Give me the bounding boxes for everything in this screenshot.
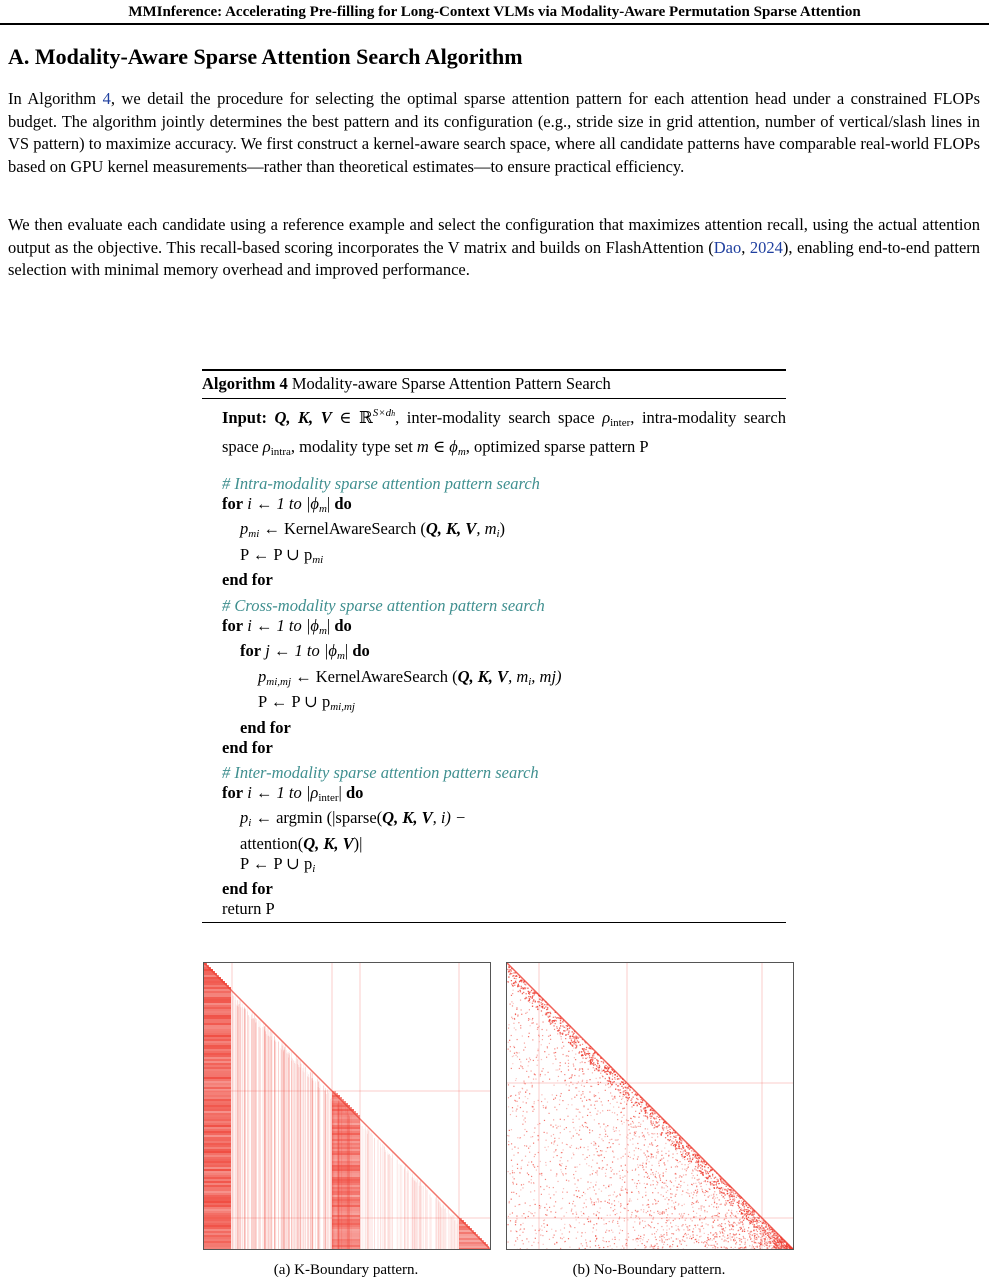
p2-text-end: ), enabling end-to-end pattern selection with minimal memory overhead and improved performance. (8, 237, 981, 279)
loop-close: | (338, 782, 346, 802)
union-expr: P ← P ∪ p (258, 692, 331, 712)
kw-for: for (222, 493, 244, 513)
mj-arg: , mj) (531, 666, 562, 686)
input-in: ∈ ℝ (331, 408, 373, 427)
rho-intra-sub: intra (270, 446, 291, 458)
argmin-call: ← argmin (|sparse( (251, 808, 383, 828)
no-boundary-plot (507, 963, 793, 1249)
algorithm-body (202, 399, 786, 918)
p-sub: mi,mj (266, 675, 291, 688)
figure-caption-a: (a) K-Boundary pattern. (273, 1262, 419, 1278)
figure-k-boundary-heatmap (203, 962, 491, 1250)
loop-close: | (326, 493, 335, 513)
input-text-3: , modality type set (290, 437, 417, 456)
paragraph-1 (8, 88, 980, 178)
loop-expr: i ← 1 to |ρ (243, 782, 319, 802)
paragraph-2 (8, 214, 980, 282)
kw-for: for (222, 782, 244, 802)
loop-sub: m (318, 624, 327, 637)
rho-inter: ρ (602, 408, 611, 427)
close-paren: ) (499, 519, 506, 539)
p-sub: i (248, 817, 252, 830)
p-var: p (240, 808, 249, 828)
union-sub: mi (312, 553, 324, 566)
rho-intra: ρ (262, 437, 271, 456)
mi-arg-sub: i (528, 675, 532, 688)
loop-expr: i ← 1 to |ϕ (243, 615, 319, 635)
heatmap-layer (204, 963, 490, 1249)
input-text-2: , intra-modality search space (222, 408, 786, 456)
alg-line-for-i-1 (222, 494, 786, 520)
alg-line-for-j (222, 641, 786, 667)
input-dim (373, 407, 395, 419)
kas-call: ← KernelAwareSearch ( (291, 666, 458, 686)
alg-line-endfor-3: end for (222, 879, 273, 899)
alg-line-union-2 (222, 692, 786, 718)
union-expr: P ← P ∪ p (240, 853, 313, 873)
input-label: Input: (222, 408, 267, 427)
loop-close: | (326, 615, 335, 635)
heatmap-layer (507, 963, 793, 1249)
qkv-args: Q, K, V (457, 666, 509, 686)
kw-do: do (345, 782, 364, 802)
algorithm-caption (202, 371, 786, 398)
loop-expr: j ← 1 to |ϕ (261, 641, 337, 661)
mi-arg: , m (508, 666, 529, 686)
p-var: p (240, 519, 249, 539)
attention-call: attention( (240, 833, 304, 853)
qkv-args: Q, K, V (425, 519, 477, 539)
modality-set-sub: m (457, 446, 466, 458)
alg-line-argmin (222, 808, 786, 834)
alg-line-kas-2 (222, 667, 786, 693)
algorithm-input (222, 399, 786, 468)
attention-tail: )| (353, 833, 363, 853)
p1-text-end: , we detail the procedure for selecting the optimal sparse attention pattern for each attention head under a constrained FLOPs budget. The algorithm jointly determines the best pattern and its configuration (e.g., stride size in grid attention, number of vertical/slash lines in VS pattern) to maximize accuracy. We first construct a kernel-aware search space, where all candidate patterns have comparable real-world FLOPs based on GPU kernel measurements—rather than theoretical estimates—to ensure practical efficiency. (8, 89, 980, 176)
citation-author-link[interactable]: Dao (713, 237, 742, 257)
alg-line-endfor-2: end for (222, 737, 273, 757)
algorithm-label: Algorithm 4 (202, 374, 288, 393)
alg-line-attention (222, 834, 786, 854)
comment-inter: # Inter-modality sparse attention pattern search (222, 763, 539, 783)
loop-close: | (344, 641, 353, 661)
argmin-tail: , i) − (432, 808, 467, 828)
comment-intra: # Intra-modality sparse attention pattern search (222, 474, 540, 493)
alg-line-endfor-inner: end for (240, 717, 291, 737)
comment-cross: # Cross-modality sparse attention pattern search (222, 595, 545, 615)
kw-do: do (352, 641, 370, 661)
input-text-1: , inter-modality search space (395, 408, 603, 427)
alg-line-return: return P (222, 898, 275, 918)
header-rule (0, 23, 989, 25)
section-title: A. Modality-Aware Sparse Attention Search Algorithm (8, 44, 523, 69)
mi-arg: , m (476, 519, 497, 539)
mi-arg-sub: i (496, 528, 500, 541)
loop-sub: m (318, 502, 327, 515)
algorithm-block (202, 369, 786, 923)
algorithm-ref-link[interactable]: 4 (102, 89, 111, 108)
kas-call: ← KernelAwareSearch ( (259, 519, 426, 539)
figure-no-boundary-heatmap (506, 962, 794, 1250)
citation-year-link[interactable]: 2024 (749, 237, 783, 257)
alg-line-union-3 (222, 854, 786, 880)
input-dim-sub: h (391, 409, 396, 418)
citation-separator: , (741, 237, 750, 257)
input-dim-text: S×d (372, 407, 392, 419)
input-vars: Q, K, V (274, 408, 332, 427)
qkv-args: Q, K, V (303, 833, 354, 853)
kw-for: for (240, 641, 262, 661)
kw-for: for (222, 615, 244, 635)
alg-line-endfor-1: end for (222, 570, 273, 590)
kw-do: do (334, 615, 352, 635)
p-var: p (258, 666, 267, 686)
p1-text-start: In Algorithm (8, 89, 103, 108)
rho-inter-sub: inter (610, 417, 631, 429)
k-boundary-plot (204, 963, 490, 1249)
union-sub: i (312, 862, 316, 875)
alg-line-kas-1 (222, 519, 786, 545)
alg-line-for-i-2 (222, 616, 786, 642)
figure-caption-b: (b) No-Boundary pattern. (572, 1262, 726, 1278)
alg-line-union-1 (222, 545, 786, 571)
algorithm-bottom-rule (202, 922, 786, 923)
modality-set: m ∈ ϕ (416, 437, 458, 456)
union-sub: mi,mj (330, 701, 355, 714)
union-expr: P ← P ∪ p (240, 544, 313, 564)
algorithm-title: Modality-aware Sparse Attention Pattern Search (291, 374, 611, 393)
loop-sub: inter (318, 791, 339, 804)
running-header: MMInference: Accelerating Pre-filling for Long-Context VLMs via Modality-Aware Permutation Sparse Attention (128, 4, 861, 20)
loop-expr: i ← 1 to |ϕ (243, 493, 319, 513)
p2-text-start: We then evaluate each candidate using a reference example and select the configuration that maximizes attention recall, using the actual attention output as the objective. This recall-based scoring incorporates the V matrix and builds on FlashAttention ( (8, 215, 980, 257)
alg-line-for-i-3 (222, 783, 786, 809)
input-text-4: , optimized sparse pattern P (465, 437, 649, 456)
p-sub: mi (248, 528, 260, 541)
loop-sub: m (336, 650, 345, 663)
qkv-args: Q, K, V (382, 808, 433, 828)
kw-do: do (334, 493, 352, 513)
